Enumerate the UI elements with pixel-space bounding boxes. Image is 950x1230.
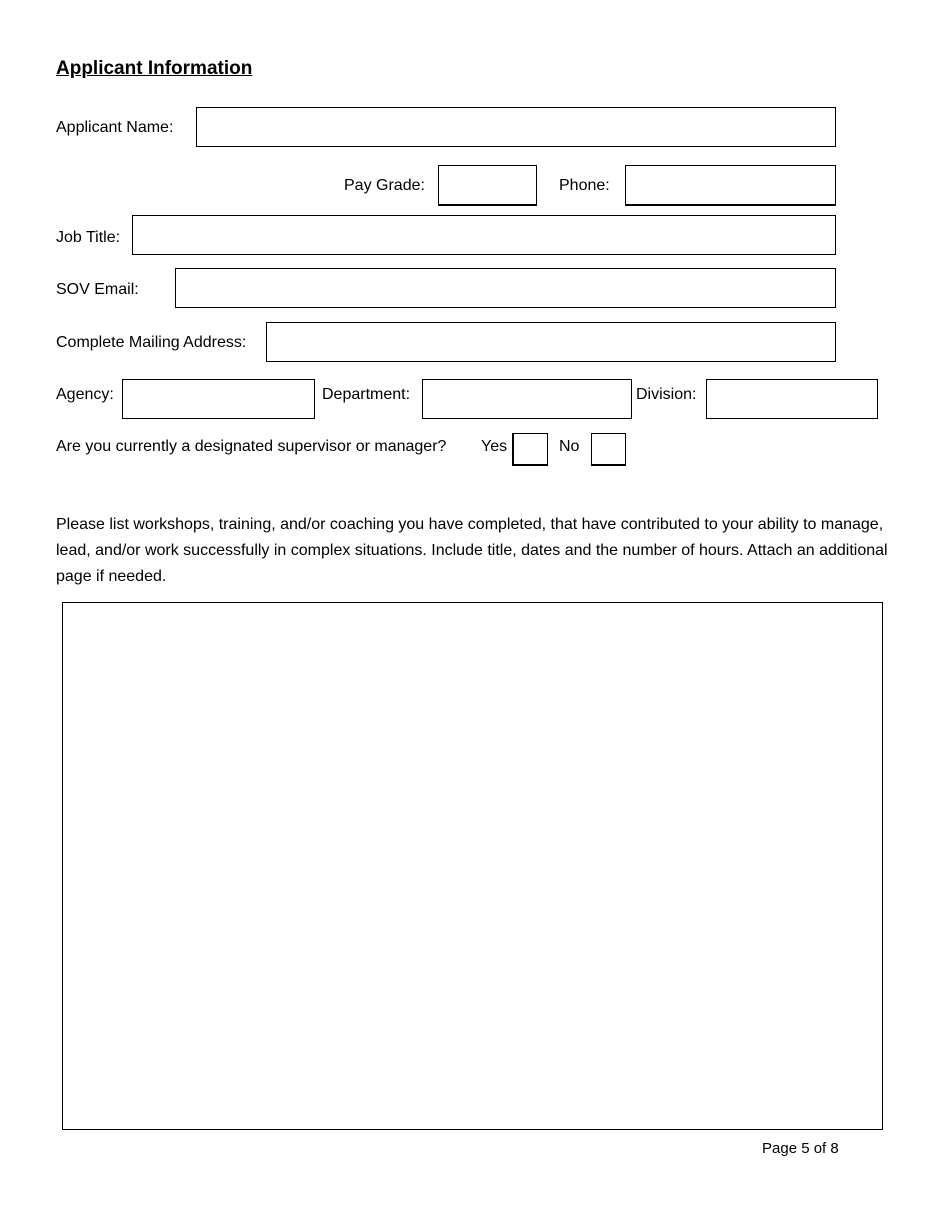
division-input[interactable] <box>706 379 878 419</box>
agency-input[interactable] <box>122 379 315 419</box>
supervisor-question: Are you currently a designated supervisor or manager? <box>56 438 447 455</box>
yes-label: Yes <box>481 438 508 455</box>
department-label: Department: <box>322 386 411 403</box>
job-title-input[interactable] <box>132 215 836 255</box>
phone-input[interactable] <box>625 165 836 206</box>
pay-grade-input[interactable] <box>438 165 537 206</box>
no-label: No <box>559 438 580 455</box>
mailing-address-input[interactable] <box>266 322 836 362</box>
sov-email-input[interactable] <box>175 268 836 308</box>
applicant-name-input[interactable] <box>196 107 836 147</box>
mailing-address-label: Complete Mailing Address: <box>56 334 247 351</box>
phone-label: Phone: <box>559 177 610 194</box>
job-title-label: Job Title: <box>56 229 121 246</box>
supervisor-yes-checkbox[interactable] <box>512 433 548 466</box>
training-textarea[interactable] <box>62 602 883 1130</box>
agency-label: Agency: <box>56 386 114 403</box>
training-instructions: Please list workshops, training, and/or coaching you have completed, that have contributed to your ability to manage, lead, and/or work successfully in complex situations. Include title, dates and the number of hours. Attach an additional page if needed. <box>56 516 888 585</box>
section-title: Applicant Information <box>56 58 253 79</box>
sov-email-label: SOV Email: <box>56 281 139 298</box>
page-number: Page 5 of 8 <box>762 1140 839 1157</box>
pay-grade-label: Pay Grade: <box>344 177 425 194</box>
division-label: Division: <box>636 386 697 403</box>
applicant-name-label: Applicant Name: <box>56 119 174 136</box>
department-input[interactable] <box>422 379 632 419</box>
supervisor-no-checkbox[interactable] <box>591 433 626 466</box>
